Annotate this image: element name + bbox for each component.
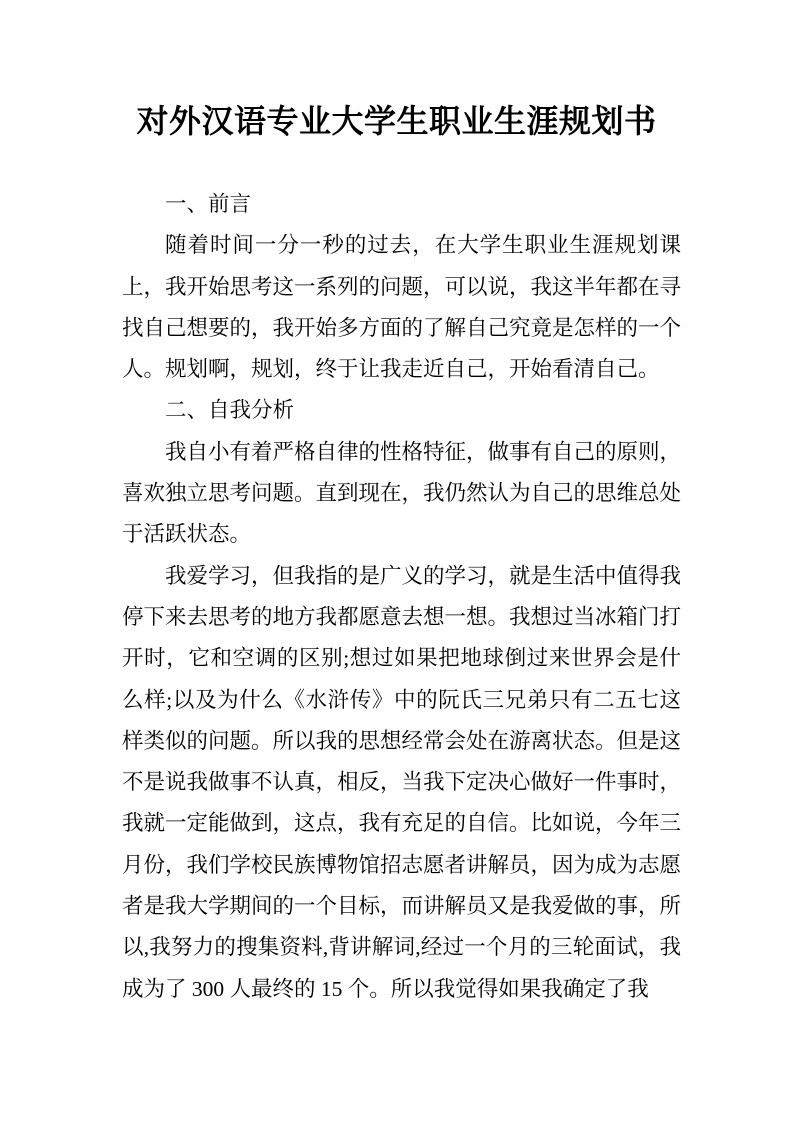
body-paragraph: 我爱学习，但我指的是广义的学习，就是生活中值得我停下来去思考的地方我都愿意去想一想。我想过当冰箱门打开时，它和空调的区别;想过如果把地球倒过来世界会是什么样;以及为什么《水浒传》中的阮氏三兄弟只有二五七这样类似的问题。所以我的思想经常会处在游离状态。但是这不是说我做事不认真，相反，当我下定决心做好一件事时，我就一定能做到，这点，我有充足的自信。比如说，今年三月份，我们学校民族博物馆招志愿者讲解员，因为成为志愿者是我大学期间的一个目标，而讲解员又是我爱做的事，所以,我努力的搜集资料,背讲解词,经过一个月的三轮面试，我成为了 300 人最终的 15 个。所以我觉得如果我确定了我 (122, 563, 682, 1001)
document-title: 对外汉语专业大学生职业生涯规划书 (136, 103, 657, 139)
section-heading: 一、前言 (165, 192, 252, 216)
section-heading: 二、自我分析 (165, 398, 295, 423)
body-paragraph: 我自小有着严格自律的性格特征，做事有自己的原则，喜欢独立思考问题。直到现在，我仍然认为自己的思维总处于活跃状态。 (122, 439, 682, 547)
document-body (122, 184, 681, 1010)
body-paragraph: 随着时间一分一秒的过去，在大学生职业生涯规划课上，我开始思考这一系列的问题，可以说，我这半年都在寻找自己想要的，我开始多方面的了解自己究竟是怎样的一个人。规划啊，规划，终于让我走近自己，开始看清自己。 (122, 233, 682, 382)
